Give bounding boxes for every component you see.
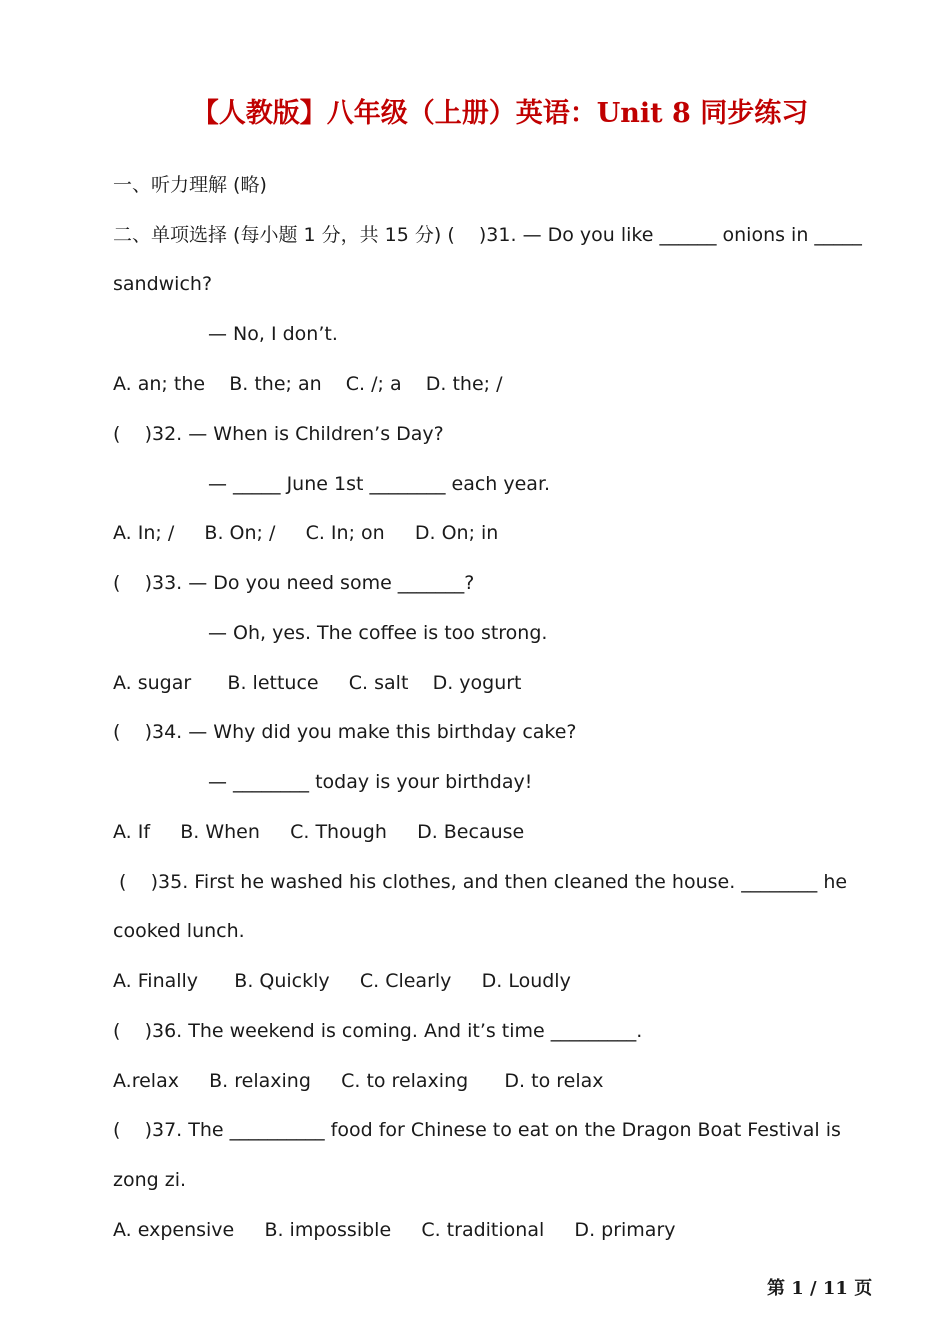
q35-question: ( )35. First he washed his clothes, and then cleaned the house. ________ he [113,871,848,893]
q31-options: A. an; the B. the; an C. /; a D. the; / [113,373,503,395]
q32-options: A. In; / B. On; / C. In; on D. On; in [113,522,499,544]
q34-options: A. If B. When C. Though D. Because [113,821,525,843]
q34-question: ( )34. — Why did you make this birthday cake? [113,721,577,743]
q33-options: A. sugar B. lettuce C. salt D. yogurt [113,672,522,694]
q32-question: ( )32. — When is Children’s Day? [113,423,444,445]
section-choice-q31: 二、单项选择 (每小题 1 分，共 15 分) ( )31. — Do you like ______ onions in _____ [113,224,862,246]
q31-dialogue-answer: — No, I don’t. [208,323,338,345]
q37-continuation: zong zi. [113,1169,187,1191]
q33-question: ( )33. — Do you need some _______? [113,572,475,594]
q34-dialogue-answer: — ________ today is your birthday! [208,771,533,793]
q36-question: ( )36. The weekend is coming. And it’s time _________. [113,1020,643,1042]
q35-options: A. Finally B. Quickly C. Clearly D. Loudly [113,970,571,992]
q33-dialogue-answer: — Oh, yes. The coffee is too strong. [208,622,548,644]
q35-continuation: cooked lunch. [113,920,245,942]
document-title: 【人教版】八年级（上册）英语：Unit 8 同步练习 [191,98,809,129]
q32-dialogue-answer: — _____ June 1st ________ each year. [208,473,551,495]
section-listening: 一、听力理解 (略) [113,174,267,196]
q37-question: ( )37. The __________ food for Chinese to eat on the Dragon Boat Festival is [113,1119,841,1141]
page-number: 第 1 / 11 页 [767,1278,873,1299]
q36-options: A.relax B. relaxing C. to relaxing D. to relax [113,1070,604,1092]
q31-continuation: sandwich? [113,273,213,295]
q37-options: A. expensive B. impossible C. traditional D. primary [113,1219,676,1241]
